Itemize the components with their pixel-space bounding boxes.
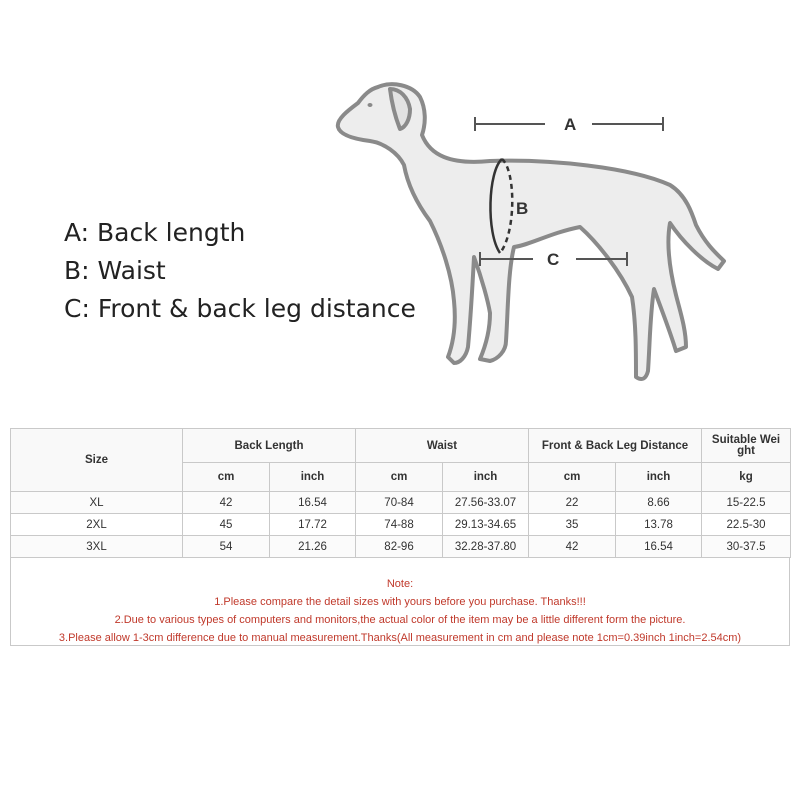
size-header: Size [11, 429, 183, 492]
table-cell: 45 [183, 514, 270, 536]
unit-header: inch [443, 463, 529, 492]
measure-label-c: C [547, 250, 560, 269]
table-row [11, 536, 791, 558]
note-line: 3.Please allow 1-3cm difference due to manual measurement.Thanks(All measurement in cm and please note 1cm=0.39inch 1inch=2.54cm) [58, 632, 742, 644]
table-cell: 21.26 [270, 536, 356, 558]
table-cell: 27.56-33.07 [443, 492, 529, 514]
size-cell: 3XL [11, 536, 183, 558]
legend-leg-distance: C: Front & back leg distance [64, 294, 416, 323]
note-line: 2.Due to various types of computers and monitors,the actual color of the item may be a little different form the picture. [114, 614, 686, 626]
table-cell: 17.72 [270, 514, 356, 536]
unit-header: inch [270, 463, 356, 492]
table-cell: 22.5-30 [702, 514, 791, 536]
note-line: 1.Please compare the detail sizes with yours before you purchase. Thanks!!! [214, 596, 586, 608]
table-cell: 8.66 [616, 492, 702, 514]
dog-silhouette [338, 84, 724, 379]
table-cell: 35 [529, 514, 616, 536]
table-cell: 70-84 [356, 492, 443, 514]
dog-eye [368, 103, 373, 107]
table-cell: 32.28-37.80 [443, 536, 529, 558]
legend-waist: B: Waist [64, 256, 166, 285]
table-cell: 22 [529, 492, 616, 514]
dog-measurement-diagram [330, 75, 730, 395]
table-row [11, 492, 791, 514]
table-cell: 30-37.5 [702, 536, 791, 558]
measure-label-a: A [564, 115, 577, 134]
table-cell: 13.78 [616, 514, 702, 536]
group-header-weight-label: Suitable Wei ght [711, 433, 781, 457]
notes-box [10, 557, 790, 646]
table-cell: 15-22.5 [702, 492, 791, 514]
unit-header: cm [529, 463, 616, 492]
unit-header: inch [616, 463, 702, 492]
table-cell: 29.13-34.65 [443, 514, 529, 536]
table-cell: 42 [529, 536, 616, 558]
measure-label-b: B [516, 199, 529, 218]
table-cell: 54 [183, 536, 270, 558]
table-row [11, 514, 791, 536]
notes-title: Note: [386, 578, 414, 590]
group-header-back-length: Back Length [183, 429, 356, 463]
table-cell: 16.54 [270, 492, 356, 514]
table-cell: 82-96 [356, 536, 443, 558]
table-cell: 74-88 [356, 514, 443, 536]
size-cell: 2XL [11, 514, 183, 536]
table-cell: 16.54 [616, 536, 702, 558]
table-cell: 42 [183, 492, 270, 514]
size-cell: XL [11, 492, 183, 514]
group-header-weight [702, 429, 791, 463]
unit-header: kg [702, 463, 791, 492]
legend-back-length: A: Back length [64, 218, 246, 247]
size-chart-table [10, 428, 791, 558]
unit-header: cm [183, 463, 270, 492]
group-header-leg-distance: Front & Back Leg Distance [529, 429, 702, 463]
unit-header: cm [356, 463, 443, 492]
group-header-waist: Waist [356, 429, 529, 463]
